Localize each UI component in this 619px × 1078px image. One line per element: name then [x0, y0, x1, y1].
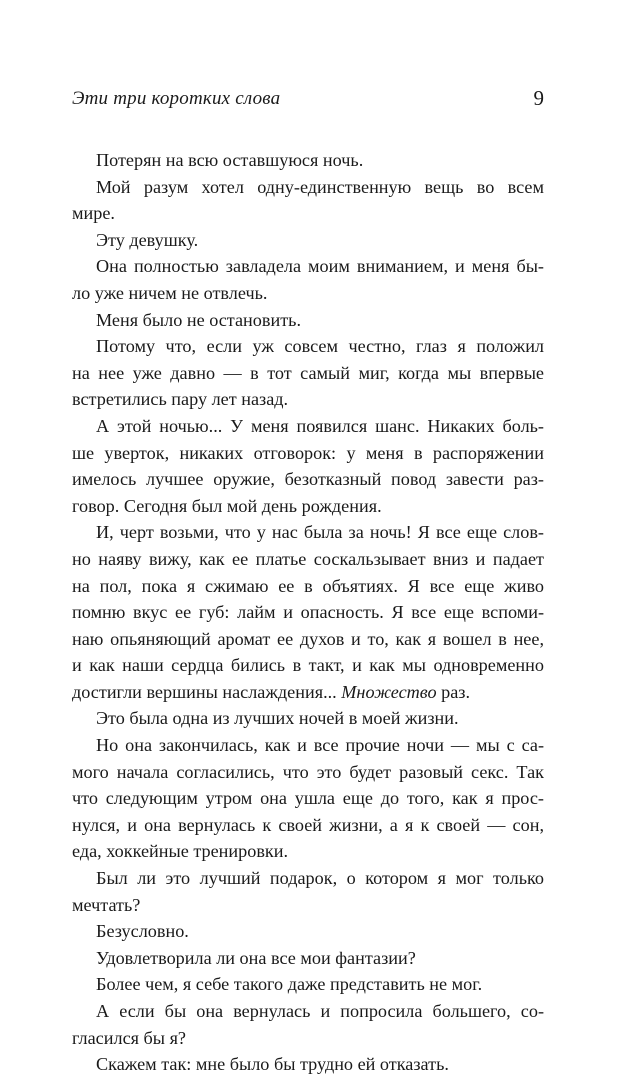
running-title: Эти три коротких слова — [72, 88, 281, 109]
text-line-content: И, черт возьми, что у нас была за ночь! Я все еще слов- — [96, 522, 544, 543]
text-line-content: встретились пару лет назад. — [72, 389, 289, 410]
text-line-content: Меня было не остановить. — [96, 309, 301, 330]
text-line — [72, 200, 544, 227]
text-line-content: мире. — [72, 203, 115, 224]
emphasis-text: Множество — [341, 681, 437, 702]
text-line — [72, 599, 544, 626]
text-line — [72, 253, 544, 280]
text-line-content: Потерян на всю оставшуюся ночь. — [96, 150, 364, 170]
text-line-content: А этой ночью... У меня появился шанс. Никаких боль- — [96, 415, 544, 436]
text-line-content: Эту девушку. — [96, 229, 199, 250]
text-line — [72, 440, 544, 467]
text-line — [72, 280, 544, 307]
text-line-content: говор. Сегодня был мой день рождения. — [72, 495, 382, 516]
text-line — [72, 705, 544, 732]
running-head — [72, 88, 544, 118]
text-line-tail: раз. — [436, 681, 471, 702]
text-line — [72, 147, 544, 174]
page-number: 9 — [533, 86, 544, 110]
text-line-content: ло уже ничем не отвлечь. — [72, 282, 268, 303]
text-line-content: Но она закончилась, как и все прочие ночи — мы с са- — [96, 735, 544, 756]
text-line-content: и как наши сердца бились в такт, и как мы одновременно — [72, 655, 544, 676]
text-line — [72, 493, 544, 520]
text-line — [72, 759, 544, 786]
text-line — [72, 466, 544, 493]
text-line-content: Скажем так: мне было бы трудно ей отказать. — [96, 1054, 449, 1075]
text-line — [72, 998, 544, 1025]
text-line-content: Удовлетворила ли она все мои фантазии? — [96, 947, 416, 968]
text-line — [72, 945, 544, 972]
text-line — [72, 519, 544, 546]
text-line — [72, 307, 544, 334]
text-line-content: нулся, и она вернулась к своей жизни, а я к своей — сон, — [72, 814, 544, 835]
body-text — [72, 147, 544, 1078]
text-line — [72, 1025, 544, 1052]
text-line-content: гласился бы я? — [72, 1027, 187, 1048]
text-line — [72, 838, 544, 865]
text-line-content: помню вкус ее губ: лайм и опасность. Я все еще вспоми- — [72, 602, 544, 623]
text-line — [72, 227, 544, 254]
text-line-content: наю опьяняющий аромат ее духов и то, как я вошел в нее, — [72, 628, 544, 649]
text-line-content: А если бы она вернулась и попросила большего, со- — [96, 1001, 544, 1021]
text-line-content: Безусловно. — [96, 921, 189, 942]
text-line — [72, 971, 544, 998]
text-line-content: на нее уже давно — в тот самый миг, когда мы впервые — [72, 362, 544, 383]
text-line — [72, 573, 544, 600]
text-line-content: имелось лучшее оружие, безотказный повод завести раз- — [72, 469, 544, 490]
text-line-content: Потому что, если уж совсем честно, глаз я положил — [96, 336, 544, 357]
text-line-content: Она полностью завладела моим вниманием, и меня бы- — [96, 256, 544, 277]
text-line-content: что следующим утром она ушла еще до того, как я прос- — [72, 788, 544, 809]
text-line — [72, 918, 544, 945]
text-line-content: Был ли это лучший подарок, о котором я мог только — [96, 868, 544, 889]
text-line-content: еда, хоккейные тренировки. — [72, 841, 289, 862]
text-line-content: Это была одна из лучших ночей в моей жизни. — [96, 708, 459, 729]
text-line-content: Мой разум хотел одну-единственную вещь во всем — [96, 176, 544, 197]
text-line — [72, 679, 544, 706]
text-line — [72, 360, 544, 387]
text-line — [72, 892, 544, 919]
text-line-content: на пол, пока я сжимаю ее в объятиях. Я все еще живо — [72, 575, 544, 596]
text-line — [72, 652, 544, 679]
text-line — [72, 865, 544, 892]
text-line — [72, 413, 544, 440]
text-line — [72, 386, 544, 413]
text-line-content: мечтать? — [72, 894, 141, 915]
text-line — [72, 626, 544, 653]
text-line-content: но наяву вижу, как ее платье соскальзывает вниз и падает — [72, 548, 544, 569]
text-line-content: мого начала согласились, что это будет разовый секс. Так — [72, 761, 544, 782]
text-line — [72, 812, 544, 839]
text-line — [72, 1051, 544, 1078]
text-line — [72, 333, 544, 360]
text-line — [72, 785, 544, 812]
text-line — [72, 174, 544, 201]
text-line-content: достигли вершины наслаждения... — [72, 681, 337, 702]
text-line-content: Более чем, я себе такого даже представить не мог. — [96, 974, 483, 995]
text-line — [72, 732, 544, 759]
text-line — [72, 546, 544, 573]
text-line-content: ше уверток, никаких отговорок: у меня в распоряжении — [72, 442, 544, 463]
